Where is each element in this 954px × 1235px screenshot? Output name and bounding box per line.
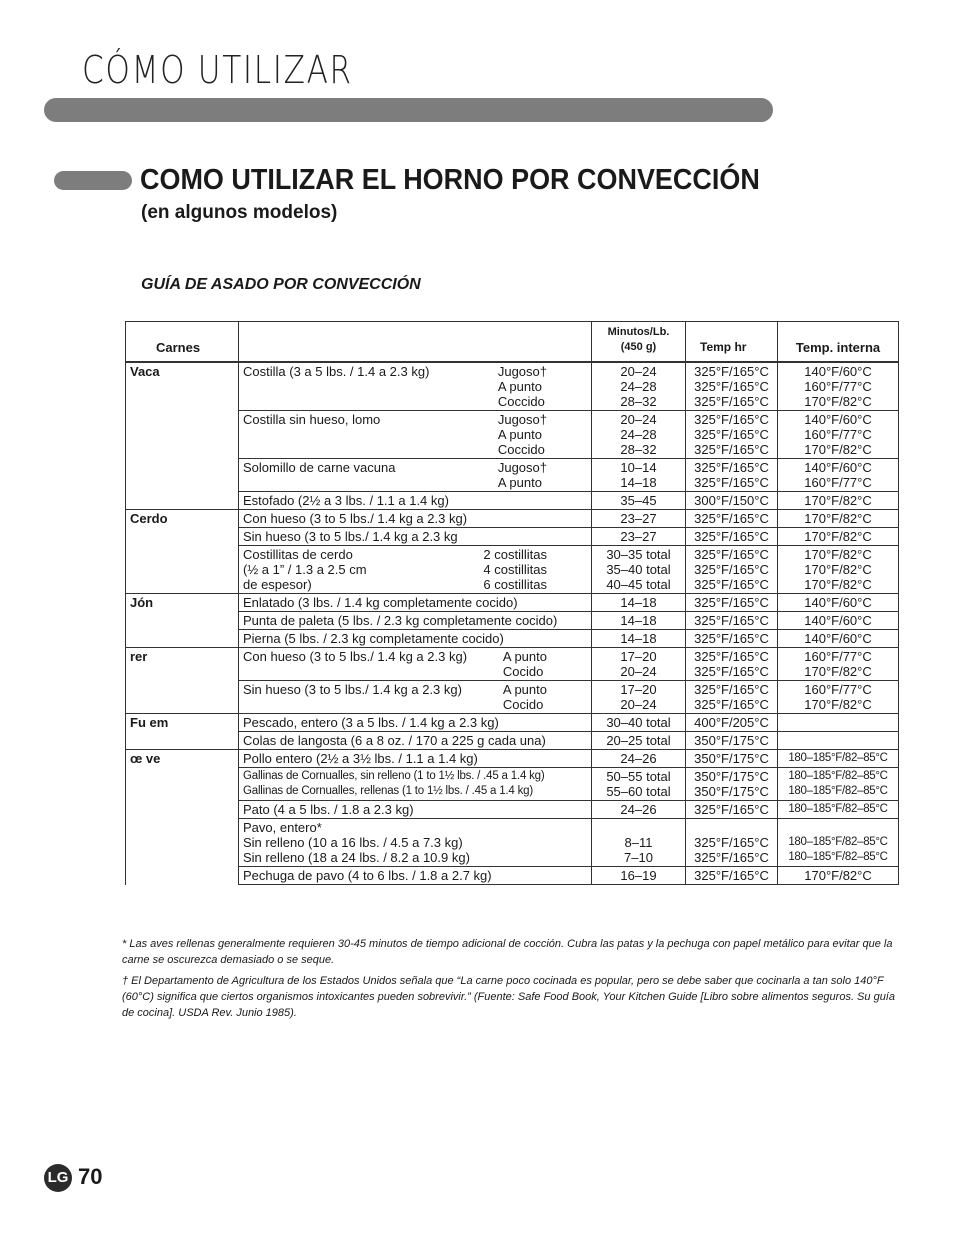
internal-temp	[778, 594, 899, 612]
minutes-per-lb	[592, 492, 686, 510]
doneness-note: Jugoso†	[497, 364, 547, 379]
internal-temp	[778, 546, 899, 594]
meat-category: œ ve	[126, 750, 239, 885]
minutes-per-lb	[592, 714, 686, 732]
minutes-per-lb-value: 50–55 total	[606, 769, 671, 784]
table-row	[126, 411, 899, 459]
internal-temp	[778, 732, 899, 750]
minutes-per-lb-value: 20–24	[620, 412, 657, 427]
minutes-per-lb	[592, 411, 686, 459]
oven-temp	[686, 612, 778, 630]
internal-temp	[778, 801, 899, 819]
table-body	[126, 362, 899, 885]
oven-temp-value: 325°F/165°C	[694, 664, 769, 679]
page-header: CÓMO UTILIZAR	[82, 48, 353, 92]
minutes-per-lb	[592, 362, 686, 411]
internal-temp	[778, 459, 899, 492]
internal-temp	[778, 867, 899, 885]
cut-description	[239, 681, 592, 714]
doneness-note: A punto	[497, 427, 542, 442]
internal-temp	[778, 362, 899, 411]
oven-temp-value: 325°F/165°C	[694, 835, 769, 850]
header-temp-internal: Temp. interna	[778, 322, 899, 363]
oven-temp-value: 325°F/165°C	[694, 613, 769, 628]
oven-temp	[686, 648, 778, 681]
minutes-per-lb-value: 28–32	[620, 394, 657, 409]
footnote-stuffed-poultry: * Las aves rellenas generalmente requieren 30-45 minutos de tiempo adicional de cocción. Cubra las patas y la pechuga con papel metálico para evitar que la carne se oscurezca demasiado o se seque.	[122, 938, 893, 966]
internal-temp-value: 180–185°F/82–85°C	[788, 836, 888, 848]
internal-temp	[778, 768, 899, 801]
header-minutes-line2: (450 g)	[620, 341, 657, 353]
doneness-note: A punto	[502, 682, 547, 697]
meat-category: Cerdo	[126, 510, 239, 594]
minutes-per-lb-value: 14–18	[620, 631, 657, 646]
minutes-per-lb-value: 10–14	[620, 460, 657, 475]
table-row	[126, 714, 899, 732]
header-minutes-line1: Minutos/Lb.	[607, 326, 670, 338]
minutes-per-lb-value: 20–24	[620, 364, 657, 379]
table-row	[126, 630, 899, 648]
internal-temp	[778, 492, 899, 510]
oven-temp	[686, 714, 778, 732]
internal-temp-value: 160°F/77°C	[804, 379, 872, 394]
minutes-per-lb	[592, 594, 686, 612]
page-number: 70	[78, 1164, 103, 1189]
oven-temp	[686, 459, 778, 492]
oven-temp-value: 325°F/165°C	[694, 595, 769, 610]
minutes-per-lb-value: 20–25 total	[606, 733, 671, 748]
doneness-note: Jugoso†	[497, 412, 547, 427]
header-carnes: Carnes	[126, 322, 239, 363]
oven-temp-value: 325°F/165°C	[694, 460, 769, 475]
internal-temp	[778, 411, 899, 459]
cut-description-line: Costillitas de cerdo	[243, 547, 353, 562]
oven-temp	[686, 510, 778, 528]
doneness-note: 4 costillitas	[483, 562, 547, 577]
internal-temp	[778, 528, 899, 546]
cut-description	[239, 528, 592, 546]
table-row	[126, 867, 899, 885]
oven-temp-value: 350°F/175°C	[694, 769, 769, 784]
oven-temp-value: 325°F/165°C	[694, 379, 769, 394]
oven-temp-value: 325°F/165°C	[694, 682, 769, 697]
minutes-per-lb-value: 24–26	[620, 802, 657, 817]
minutes-per-lb-value: 8–11	[624, 835, 653, 850]
internal-temp-value: 170°F/82°C	[804, 562, 872, 577]
oven-temp-value: 350°F/175°C	[694, 784, 769, 799]
header-minutes	[592, 322, 686, 363]
cut-description-line: Con hueso (3 to 5 lbs./ 1.4 kg a 2.3 kg)	[243, 511, 468, 526]
cut-description-line: Enlatado (3 lbs. / 1.4 kg completamente cocido)	[243, 595, 518, 610]
cut-description-line: Colas de langosta (6 a 8 oz. / 170 a 225 g cada una)	[243, 733, 546, 748]
cut-description-line: Sin relleno (18 a 24 lbs. / 8.2 a 10.9 kg)	[243, 850, 470, 865]
oven-temp-value: 325°F/165°C	[694, 394, 769, 409]
doneness-note: Cocido	[502, 664, 544, 679]
oven-temp-value: 300°F/150°C	[694, 493, 769, 508]
cut-description-line: Pierna (5 lbs. / 2.3 kg completamente cocido)	[243, 631, 504, 646]
oven-temp-value	[690, 820, 773, 835]
minutes-per-lb	[592, 732, 686, 750]
table-row	[126, 546, 899, 594]
cut-description	[239, 768, 592, 801]
minutes-per-lb	[592, 630, 686, 648]
lg-logo: LG	[44, 1164, 72, 1192]
guide-title: GUÍA DE ASADO POR CONVECCIÓN	[141, 276, 421, 293]
oven-temp-value: 325°F/165°C	[694, 562, 769, 577]
table-row	[126, 510, 899, 528]
internal-temp-value: 170°F/82°C	[804, 547, 872, 562]
minutes-per-lb	[592, 546, 686, 594]
cut-description-line: Solomillo de carne vacuna	[243, 460, 396, 475]
minutes-per-lb-value: 16–19	[620, 868, 657, 883]
oven-temp	[686, 492, 778, 510]
oven-temp-value: 325°F/165°C	[694, 412, 769, 427]
header-description	[239, 322, 592, 363]
internal-temp-value: 160°F/77°C	[804, 649, 872, 664]
cut-description	[239, 867, 592, 885]
cut-description	[239, 648, 592, 681]
internal-temp-value: 140°F/60°C	[804, 631, 872, 646]
cut-description-line: Pavo, entero*	[243, 820, 322, 835]
cut-description-line: Con hueso (3 to 5 lbs./ 1.4 kg a 2.3 kg)	[243, 649, 468, 664]
internal-temp-value: 160°F/77°C	[804, 475, 872, 490]
cut-description	[239, 492, 592, 510]
oven-temp	[686, 768, 778, 801]
table-row	[126, 750, 899, 768]
minutes-per-lb	[592, 459, 686, 492]
cut-description	[239, 714, 592, 732]
table-row	[126, 732, 899, 750]
internal-temp-value	[782, 715, 894, 730]
oven-temp	[686, 546, 778, 594]
internal-temp-value	[782, 733, 894, 748]
section-marker	[54, 171, 132, 190]
oven-temp	[686, 594, 778, 612]
minutes-per-lb-value: 28–32	[620, 442, 657, 457]
cut-description	[239, 594, 592, 612]
minutes-per-lb-value: 30–35 total	[606, 547, 671, 562]
minutes-per-lb	[592, 750, 686, 768]
internal-temp-value: 140°F/60°C	[804, 595, 872, 610]
table-row	[126, 459, 899, 492]
minutes-per-lb-value: 23–27	[620, 529, 657, 544]
minutes-per-lb-value: 24–28	[620, 379, 657, 394]
cut-description	[239, 732, 592, 750]
cut-description	[239, 801, 592, 819]
cut-description-line: Estofado (2½ a 3 lbs. / 1.1 a 1.4 kg)	[243, 493, 449, 508]
cut-description-line: Sin hueso (3 to 5 lbs./ 1.4 kg a 2.3 kg	[243, 529, 458, 544]
table-row	[126, 648, 899, 681]
cut-description	[239, 750, 592, 768]
minutes-per-lb	[592, 819, 686, 867]
internal-temp-value: 160°F/77°C	[804, 682, 872, 697]
cut-description-line: Costilla sin hueso, lomo	[243, 412, 381, 427]
minutes-per-lb-value: 17–20	[620, 682, 657, 697]
cut-description-line: (½ a 1” / 1.3 a 2.5 cm	[243, 562, 367, 577]
table-row	[126, 362, 899, 411]
internal-temp-value: 140°F/60°C	[804, 460, 872, 475]
internal-temp-value: 170°F/82°C	[804, 529, 872, 544]
internal-temp-value: 180–185°F/82–85°C	[788, 851, 888, 863]
oven-temp-value: 325°F/165°C	[694, 529, 769, 544]
internal-temp	[778, 819, 899, 867]
oven-temp	[686, 732, 778, 750]
minutes-per-lb-value: 20–24	[620, 664, 657, 679]
internal-temp-value: 170°F/82°C	[804, 511, 872, 526]
internal-temp-value: 170°F/82°C	[804, 868, 872, 883]
internal-temp-value: 170°F/82°C	[804, 577, 872, 592]
oven-temp-value: 325°F/165°C	[694, 475, 769, 490]
internal-temp-value: 170°F/82°C	[804, 394, 872, 409]
internal-temp-value: 180–185°F/82–85°C	[788, 803, 888, 815]
internal-temp	[778, 714, 899, 732]
cut-description	[239, 612, 592, 630]
doneness-note: A punto	[497, 379, 542, 394]
cut-description-line: Gallinas de Cornualles, rellenas (1 to 1½ lbs. / .45 a 1.4 kg)	[243, 785, 533, 797]
internal-temp	[778, 612, 899, 630]
minutes-per-lb-value: 17–20	[620, 649, 657, 664]
cut-description	[239, 630, 592, 648]
internal-temp-value: 170°F/82°C	[804, 442, 872, 457]
section-title: COMO UTILIZAR EL HORNO POR CONVECCIÓN	[140, 164, 760, 196]
minutes-per-lb-value: 7–10	[624, 850, 653, 865]
oven-temp-value: 325°F/165°C	[694, 364, 769, 379]
minutes-per-lb-value: 14–18	[620, 475, 657, 490]
cut-description-line: Gallinas de Cornualles, sin relleno (1 to 1½ lbs. / .45 a 1.4 kg)	[243, 770, 545, 782]
cut-description	[239, 362, 592, 411]
oven-temp	[686, 630, 778, 648]
table-row	[126, 819, 899, 867]
doneness-note: Coccido	[497, 442, 545, 457]
cut-description	[239, 819, 592, 867]
minutes-per-lb-value: 35–45	[620, 493, 657, 508]
cut-description	[239, 546, 592, 594]
footnote-usda: † El Departamento de Agricultura de los Estados Unidos señala que “La carne poco cocinada es popular, pero se debe saber que cocinarla a tan solo 140°F (60°C) significa que ciertos organismos intoxicantes pueden sobrevivir.” (Fuente: Safe Food Book, Your Kitchen Guide [Libro sobre alimentos seguros. Su guía de cocina]. USDA Rev. Junio 1985).	[122, 975, 895, 1019]
minutes-per-lb	[592, 612, 686, 630]
minutes-per-lb-value: 23–27	[620, 511, 657, 526]
oven-temp-value: 325°F/165°C	[694, 511, 769, 526]
table-row	[126, 594, 899, 612]
internal-temp-value: 140°F/60°C	[804, 364, 872, 379]
oven-temp-value: 400°F/205°C	[694, 715, 769, 730]
minutes-per-lb-value: 24–28	[620, 427, 657, 442]
oven-temp-value: 325°F/165°C	[694, 442, 769, 457]
cut-description-line: Pescado, entero (3 a 5 lbs. / 1.4 kg a 2.3 kg)	[243, 715, 499, 730]
table-row	[126, 612, 899, 630]
internal-temp-value: 180–185°F/82–85°C	[788, 752, 888, 764]
internal-temp	[778, 648, 899, 681]
convection-roast-table	[125, 321, 899, 885]
table-row	[126, 681, 899, 714]
internal-temp	[778, 681, 899, 714]
cut-description-line: Sin relleno (10 a 16 lbs. / 4.5 a 7.3 kg)	[243, 835, 463, 850]
header-temp: Temp hr	[686, 322, 778, 363]
cut-description	[239, 510, 592, 528]
minutes-per-lb-value: 14–18	[620, 613, 657, 628]
cut-description-line: Sin hueso (3 to 5 lbs./ 1.4 kg a 2.3 kg)	[243, 682, 462, 697]
minutes-per-lb	[592, 528, 686, 546]
meat-category: Vaca	[126, 362, 239, 510]
minutes-per-lb	[592, 867, 686, 885]
doneness-note: Coccido	[497, 394, 545, 409]
oven-temp	[686, 801, 778, 819]
header-bar	[44, 98, 773, 122]
oven-temp-value: 325°F/165°C	[694, 631, 769, 646]
minutes-per-lb-value: 24–26	[620, 751, 657, 766]
meat-category: rer	[126, 648, 239, 714]
doneness-note: 2 costillitas	[483, 547, 547, 562]
doneness-note: A punto	[497, 475, 542, 490]
internal-temp-value: 170°F/82°C	[804, 697, 872, 712]
oven-temp-value: 325°F/165°C	[694, 547, 769, 562]
internal-temp-value: 180–185°F/82–85°C	[788, 785, 888, 797]
oven-temp	[686, 819, 778, 867]
minutes-per-lb	[592, 801, 686, 819]
cut-description-line: Pollo entero (2½ a 3½ lbs. / 1.1 a 1.4 kg)	[243, 751, 478, 766]
oven-temp-value: 325°F/165°C	[694, 649, 769, 664]
table-header-row	[126, 322, 899, 363]
cut-description-line: Punta de paleta (5 lbs. / 2.3 kg completamente cocido)	[243, 613, 558, 628]
internal-temp	[778, 510, 899, 528]
doneness-note: A punto	[502, 649, 547, 664]
oven-temp-value: 325°F/165°C	[694, 850, 769, 865]
oven-temp-value: 325°F/165°C	[694, 427, 769, 442]
internal-temp-value: 170°F/82°C	[804, 493, 872, 508]
oven-temp	[686, 750, 778, 768]
oven-temp	[686, 867, 778, 885]
table-row	[126, 528, 899, 546]
oven-temp	[686, 681, 778, 714]
internal-temp-value: 140°F/60°C	[804, 412, 872, 427]
minutes-per-lb-value: 35–40 total	[606, 562, 671, 577]
minutes-per-lb-value: 14–18	[620, 595, 657, 610]
internal-temp-value	[782, 820, 894, 835]
oven-temp-value: 325°F/165°C	[694, 577, 769, 592]
oven-temp	[686, 362, 778, 411]
oven-temp	[686, 411, 778, 459]
oven-temp-value: 325°F/165°C	[694, 697, 769, 712]
minutes-per-lb-value: 30–40 total	[606, 715, 671, 730]
internal-temp-value: 180–185°F/82–85°C	[788, 770, 888, 782]
oven-temp	[686, 528, 778, 546]
minutes-per-lb-value	[596, 820, 681, 835]
minutes-per-lb	[592, 510, 686, 528]
oven-temp-value: 325°F/165°C	[694, 868, 769, 883]
internal-temp	[778, 630, 899, 648]
minutes-per-lb-value: 40–45 total	[606, 577, 671, 592]
cut-description	[239, 411, 592, 459]
minutes-per-lb-value: 20–24	[620, 697, 657, 712]
table-row	[126, 768, 899, 801]
internal-temp-value: 140°F/60°C	[804, 613, 872, 628]
oven-temp-value: 350°F/175°C	[694, 733, 769, 748]
cut-description-line: Pato (4 a 5 lbs. / 1.8 a 2.3 kg)	[243, 802, 414, 817]
meat-category: Jón	[126, 594, 239, 648]
table-row	[126, 801, 899, 819]
doneness-note: 6 costillitas	[483, 577, 547, 592]
cut-description	[239, 459, 592, 492]
doneness-note: Jugoso†	[497, 460, 547, 475]
minutes-per-lb	[592, 768, 686, 801]
cut-description-line: Costilla (3 a 5 lbs. / 1.4 a 2.3 kg)	[243, 364, 430, 379]
minutes-per-lb	[592, 681, 686, 714]
minutes-per-lb	[592, 648, 686, 681]
meat-category: Fu em	[126, 714, 239, 750]
internal-temp-value: 160°F/77°C	[804, 427, 872, 442]
doneness-note: Cocido	[502, 697, 544, 712]
oven-temp-value: 350°F/175°C	[694, 751, 769, 766]
internal-temp	[778, 750, 899, 768]
table-row	[126, 492, 899, 510]
section-subtitle: (en algunos modelos)	[141, 202, 338, 223]
cut-description-line: de espesor)	[243, 577, 312, 592]
cut-description-line: Pechuga de pavo (4 to 6 lbs. / 1.8 a 2.7 kg)	[243, 868, 492, 883]
minutes-per-lb-value: 55–60 total	[606, 784, 671, 799]
oven-temp-value: 325°F/165°C	[694, 802, 769, 817]
internal-temp-value: 170°F/82°C	[804, 664, 872, 679]
